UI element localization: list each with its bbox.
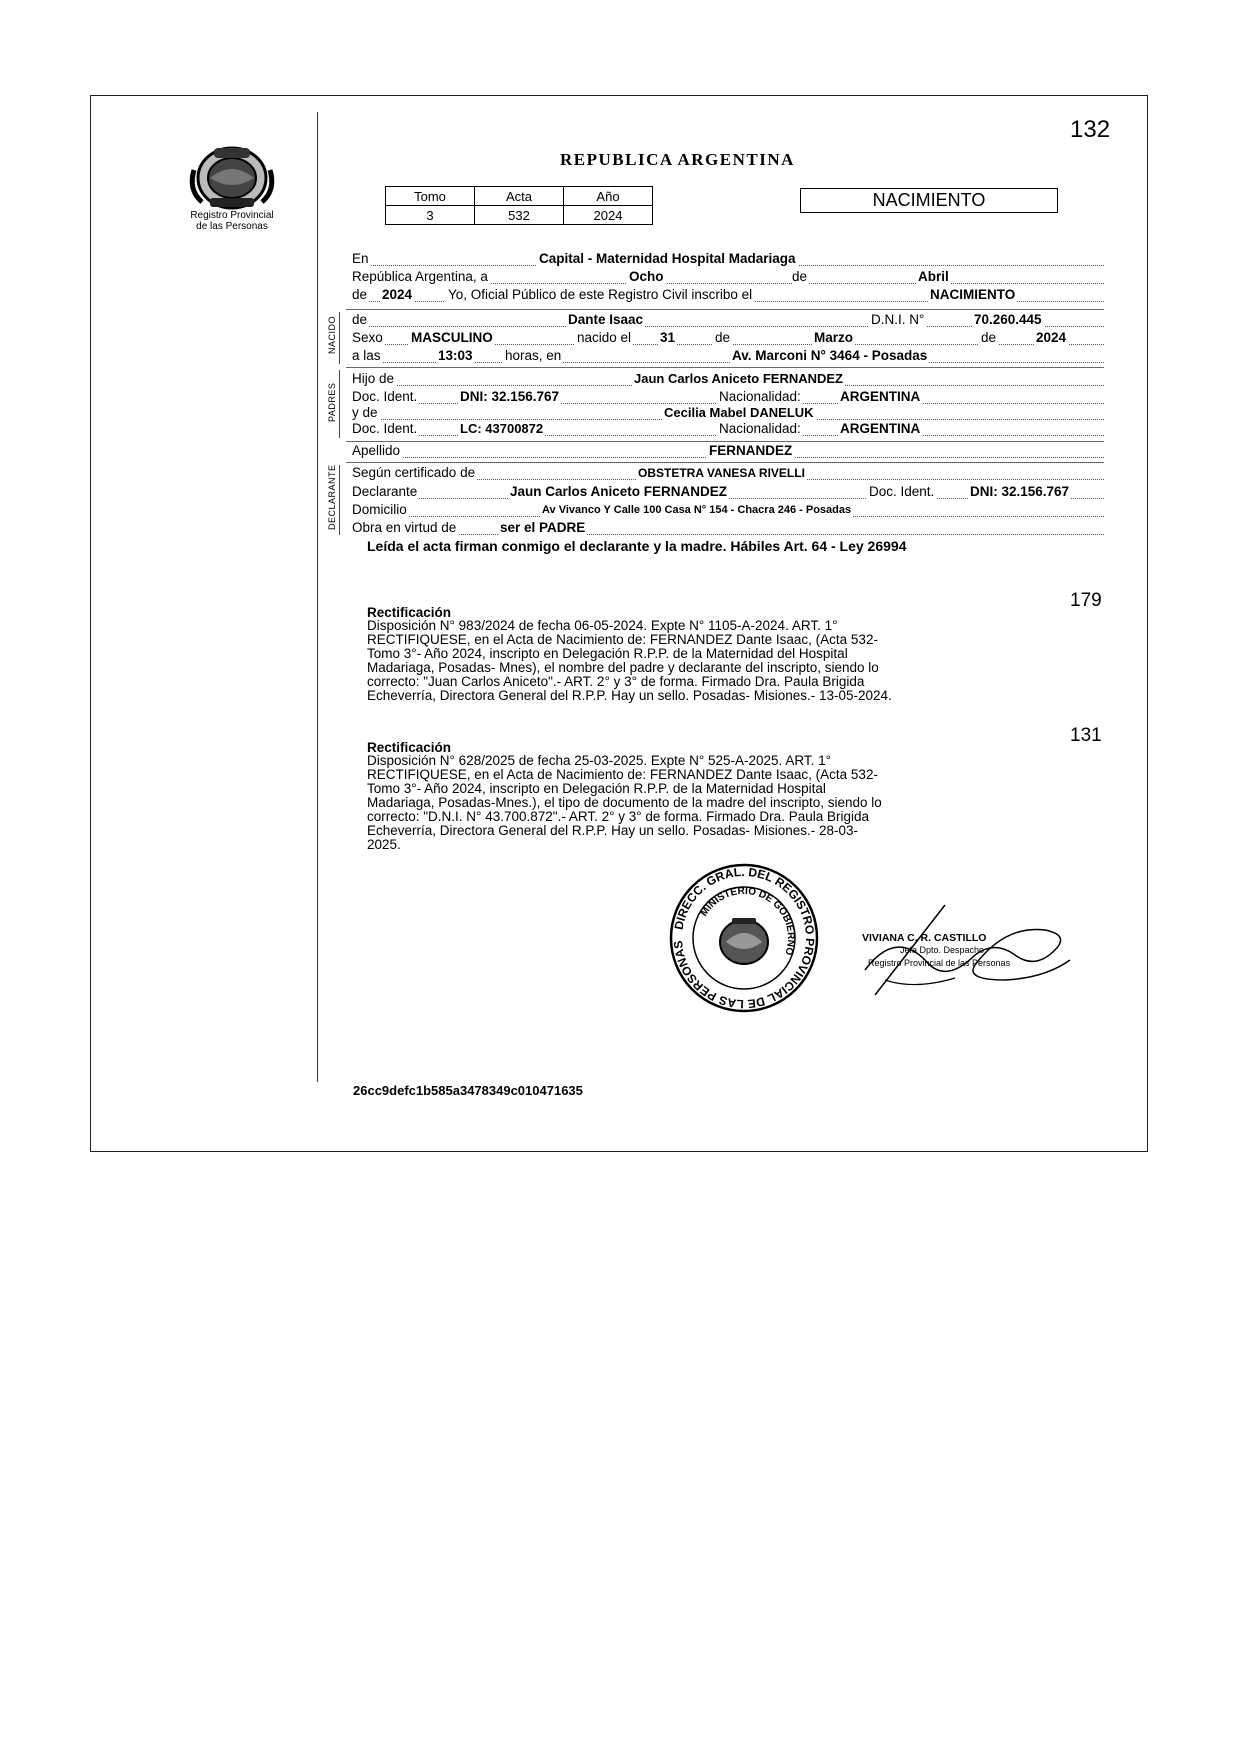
rectificacion-1-line: correcto: "Juan Carlos Aniceto".- ART. 2° y 3° de forma. Firmado Dra. Paula Brigida	[367, 674, 865, 689]
de-label: de	[792, 269, 808, 284]
row-hora	[352, 347, 1104, 365]
rectificacion-1-line: RECTIFIQUESE, en el Acta de Nacimiento de: FERNANDEZ Dante Isaac, (Acta 532-	[367, 632, 878, 647]
document-type-box: NACIMIENTO	[800, 188, 1058, 213]
row-declarante	[352, 483, 1104, 501]
anio-acta-value: 2024	[382, 287, 413, 302]
index-value-tomo: 3	[386, 206, 475, 225]
rectificacion-1-number: 179	[1070, 590, 1102, 611]
dia-palabra-value: Ocho	[629, 269, 664, 284]
de-label-3: de	[352, 312, 368, 327]
rectificacion-2-number: 131	[1070, 725, 1102, 746]
signer-title: Jefa Dpto. Despacho	[900, 945, 985, 955]
index-header-anio: Año	[564, 187, 653, 206]
rectificacion-2-line: Madariaga, Posadas-Mnes.), el tipo de documento de la madre del inscripto, siendo lo	[367, 795, 882, 810]
signer-office: Registro Provincial de las Personas	[868, 958, 1011, 968]
rectificacion-2-body	[367, 754, 1107, 852]
row-sexo	[352, 329, 1104, 347]
horas-en-label: horas, en	[502, 347, 563, 365]
registry-label-line2: de las Personas	[196, 221, 268, 232]
mes-nac-value: Marzo	[814, 330, 854, 345]
margin-line	[317, 112, 318, 1082]
nacido-bar	[339, 312, 340, 364]
section-divider	[346, 309, 1104, 310]
nacido-el-label: nacido el	[574, 329, 633, 347]
mes-acta-value: Abril	[918, 269, 949, 284]
registry-label-line1: Registro Provincial	[190, 210, 274, 221]
rectificacion-2-line: Disposición N° 628/2025 de fecha 25-03-2025. Expte N° 525-A-2025. ART. 1°	[367, 753, 831, 768]
padre-value: Jaun Carlos Aniceto FERNANDEZ	[634, 371, 843, 386]
a-las-label: a las	[352, 348, 381, 363]
row-hijo-de	[352, 370, 1104, 388]
rectificacion-1-line: Echeverría, Directora General del R.P.P. Hay un sello. Posadas- Misiones.- 13-05-2024.	[367, 688, 892, 703]
stamp-inner-textpath: MINISTERIO DE GOBIERNO	[698, 885, 797, 957]
row-doc-madre	[352, 420, 1104, 438]
declarante-label: Declarante	[352, 484, 418, 499]
row-obra	[352, 519, 1104, 537]
index-value-anio: 2024	[564, 206, 653, 225]
doc-ident-label: Doc. Ident.	[352, 389, 418, 404]
registry-label	[170, 210, 294, 232]
yo-oficial-text: Yo, Oficial Público de este Registro Civil inscribo el	[444, 286, 754, 304]
de-label-5: de	[978, 329, 998, 347]
side-label-nacido: NACIDO	[327, 315, 337, 354]
sexo-label: Sexo	[352, 330, 383, 345]
row-en	[352, 250, 1104, 268]
rectificacion-1-body	[367, 619, 1107, 703]
anio-nac-value: 2024	[1036, 330, 1067, 345]
de-label-2: de	[352, 287, 368, 302]
dni-nacido-value: 70.260.445	[974, 312, 1042, 327]
rectificacion-1-title: Rectificación	[367, 605, 452, 620]
side-label-padres: PADRES	[327, 382, 337, 422]
page-number: 132	[1070, 116, 1111, 143]
segun-cert-label: Según certificado de	[352, 465, 476, 480]
republica-label: República Argentina, a	[352, 269, 488, 284]
rectificacion-2-title: Rectificación	[367, 740, 452, 755]
closing-text: Leída el acta firman conmigo el declarante y la madre. Hábiles Art. 64 - Ley 26994	[367, 538, 907, 554]
index-header-acta: Acta	[475, 187, 564, 206]
nac-madre-value: ARGENTINA	[840, 421, 921, 436]
obra-value: ser el PADRE	[500, 520, 586, 535]
index-table-header-row	[386, 187, 653, 206]
side-label-declarante: DECLARANTE	[327, 464, 337, 530]
dni-label: D.N.I. N°	[868, 311, 926, 329]
rectificacion-1-line: Tomo 3°- Año 2024, inscripto en Delegación R.P.P. de la Maternidad del Hospital	[367, 646, 848, 661]
obra-label: Obra en virtud de	[352, 520, 457, 535]
nombre-nacido-value: Dante Isaac	[568, 312, 644, 327]
doc-declarante-value: DNI: 32.156.767	[970, 484, 1070, 499]
inscripcion-tipo-value: NACIMIENTO	[930, 287, 1016, 302]
declarante-bar	[339, 465, 340, 535]
de-label-4: de	[712, 329, 732, 347]
row-anio	[352, 286, 1104, 304]
madre-value: Cecilia Mabel DANELUK	[664, 405, 814, 420]
padres-bar	[339, 370, 340, 438]
apellido-label: Apellido	[352, 443, 401, 458]
rectificacion-2-line: RECTIFIQUESE, en el Acta de Nacimiento de: FERNANDEZ Dante Isaac, (Acta 532-	[367, 767, 878, 782]
section-divider	[346, 367, 1104, 368]
row-apellido	[352, 442, 1104, 460]
row-republica	[352, 268, 1104, 286]
rectificacion-2-line: 2025.	[367, 837, 401, 852]
lugar-value: Capital - Maternidad Hospital Madariaga	[539, 251, 796, 266]
doc-ident-label-3: Doc. Ident.	[866, 483, 936, 501]
row-certificado	[352, 464, 1104, 482]
nacionalidad-label-2: Nacionalidad:	[716, 420, 803, 438]
declarante-value: Jaun Carlos Aniceto FERNANDEZ	[510, 484, 728, 499]
dotted-line	[352, 534, 1104, 535]
lugar-nac-value: Av. Marconi N° 3464 - Posadas	[732, 348, 928, 363]
hijo-de-label: Hijo de	[352, 371, 395, 386]
stamp-outer-textpath: DIRECC. GRAL. DEL REGISTRO PROVINCIAL DE LAS PERSONAS	[670, 864, 818, 1012]
signer-name: VIVIANA C. R. CASTILLO	[862, 932, 987, 944]
index-header-tomo: Tomo	[386, 187, 475, 206]
document-hash: 26cc9defc1b585a3478349c010471635	[353, 1083, 583, 1098]
index-value-acta: 532	[475, 206, 564, 225]
y-de-label: y de	[352, 405, 378, 420]
rectificacion-2-line: correcto: "D.N.I. N° 43.700.872".- ART. 2° y 3° de forma. Firmado Dra. Paula Brigida	[367, 809, 869, 824]
index-table-value-row	[386, 206, 653, 225]
provincia-misiones-seal-icon	[180, 140, 284, 212]
nac-padre-value: ARGENTINA	[840, 389, 921, 404]
doc-ident-label-2: Doc. Ident.	[352, 421, 418, 436]
doc-padre-value: DNI: 32.156.767	[460, 389, 560, 404]
dia-nac-value: 31	[660, 330, 676, 345]
doc-madre-value: LC: 43700872	[460, 421, 544, 436]
rectificacion-2-line: Tomo 3°- Año 2024, inscripto en Delegación R.P.P. de la Maternidad Hospital	[367, 781, 826, 796]
row-domicilio	[352, 501, 1104, 519]
rectificacion-1-line: Disposición N° 983/2024 de fecha 06-05-2024. Expte N° 1105-A-2024. ART. 1°	[367, 618, 838, 633]
sexo-value: MASCULINO	[411, 330, 493, 345]
hora-value: 13:03	[438, 348, 473, 363]
en-label: En	[352, 251, 369, 266]
index-table	[385, 186, 653, 225]
country-title: REPUBLICA ARGENTINA	[560, 150, 795, 169]
section-divider	[346, 462, 1104, 463]
rectificacion-1-line: Madariaga, Posadas- Mnes), el nombre del padre y declarante del inscripto, siendo lo	[367, 660, 879, 675]
apellido-value: FERNANDEZ	[709, 443, 793, 458]
certificado-value: OBSTETRA VANESA RIVELLI	[638, 466, 805, 480]
domicilio-label: Domicilio	[352, 502, 407, 517]
row-nombre	[352, 311, 1104, 329]
nacionalidad-label: Nacionalidad:	[716, 388, 803, 406]
official-stamp-icon	[668, 862, 820, 1014]
domicilio-value: Av Vivanco Y Calle 100 Casa N° 154 - Chacra 246 - Posadas	[540, 501, 853, 519]
rectificacion-2-line: Echeverría, Directora General del R.P.P. Hay un sello. Posadas- Misiones.- 28-03-	[367, 823, 858, 838]
